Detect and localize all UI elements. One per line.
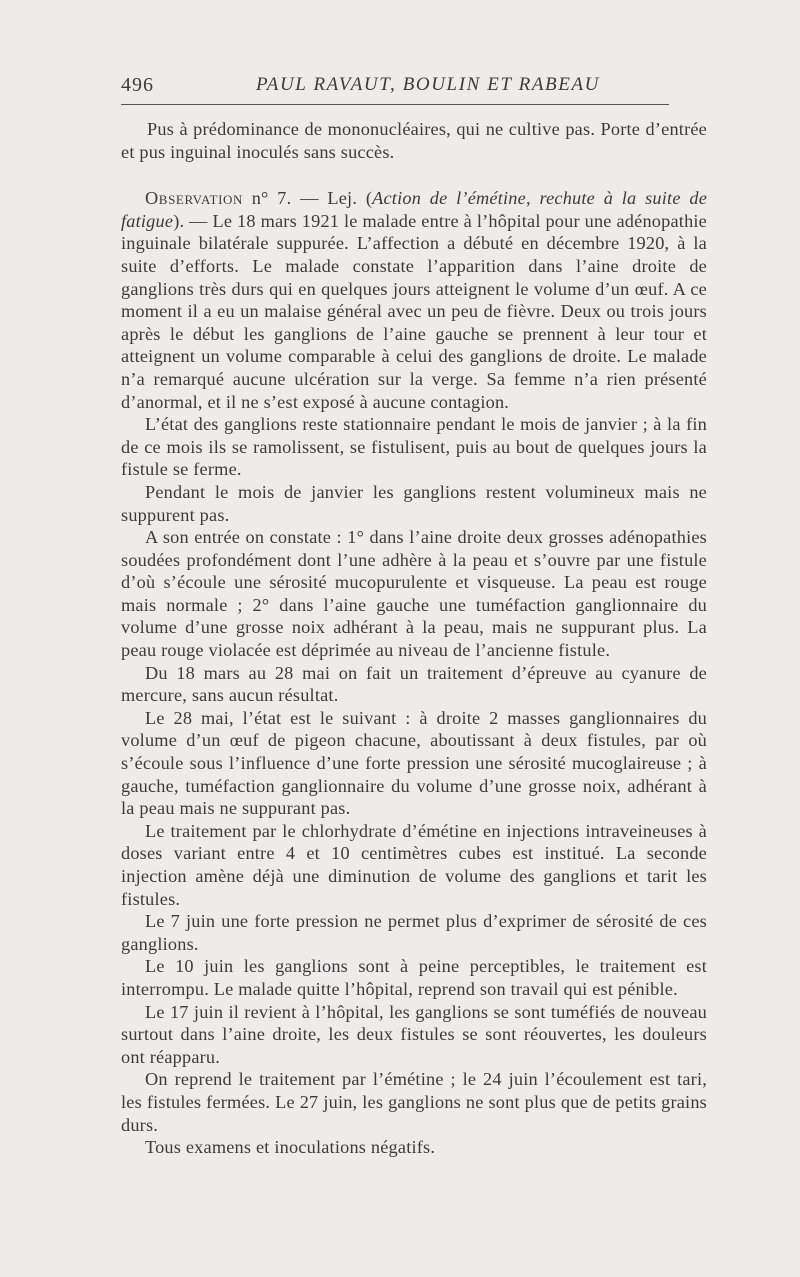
observation-dash: — — [300, 188, 319, 209]
paragraph-intro: Pus à prédominance de mononucléaires, qui ne cultive pas. Porte d’entrée et pus inguinal inoculés sans succès. — [121, 119, 707, 162]
paragraph: Du 18 mars au 28 mai on fait un traitement d’épreuve au cyanure de mercure, sans aucun résultat. — [121, 662, 707, 706]
paragraph: Le 10 juin les ganglions sont à peine perceptibles, le traitement est interrompu. Le malade quitte l’hôpital, reprend son travail qui est pénible. — [121, 956, 707, 999]
observation-number: n° 7. — [251, 188, 292, 209]
paragraph: Le traitement par le chlorhydrate d’émétine en injections intraveineuses à doses variant entre 4 et 10 centimètres cubes est institué. La seconde injection amène déjà une diminution de volume des ganglions et tarit les fistules. — [121, 820, 707, 909]
paragraph-observation-body: Le 18 mars 1921 le malade entre à l’hôpital pour une adénopathie inguinale bilatérale suppurée. L’affection a débuté en décembre 1920, à la suite d’efforts. Le malade constate l’apparition dans l’aine droite de ganglions très durs qui en quelques jours atteignent le volume d’un œuf. A ce moment il a eu un malaise général avec un peu de fièvre. Deux ou trois jours après le début les ganglions de l’aine gauche se prennent à leur tour et atteignent un volume comparable à celui des ganglions de droite. Le malade n’a remarqué aucune ulcération sur la verge. Sa femme n’a rien présenté d’anormal, et il ne s’est exposé à aucune contagion. — [121, 210, 707, 412]
observation-label: Observation — [145, 188, 243, 209]
paragraph: Le 17 juin il revient à l’hôpital, les ganglions se sont tuméfiés de nouveau surtout dans l’aine droite, les deux fistules se sont réouvertes, les douleurs ont réapparu. — [121, 1001, 707, 1067]
body-text — [121, 118, 707, 1159]
paragraph: L’état des ganglions reste stationnaire pendant le mois de janvier ; à la fin de ce mois ils se ramolissent, se fistulisent, puis au bout de quelques jours la fistule se ferme. — [121, 414, 707, 480]
observation-title-open: ( — [365, 188, 373, 209]
header-rule — [121, 104, 669, 105]
running-head: PAUL RAVAUT, BOULIN ET RABEAU — [256, 74, 600, 95]
observation-title: Action de l’émétine, rechute à la suite de fatigue — [121, 188, 708, 231]
observation-separator: — — [189, 210, 208, 231]
paragraph: On reprend le traitement par l’émétine ; le 24 juin l’écoulement est tari, les fistules fermées. Le 27 juin, les ganglions ne sont plus que de petits grains durs. — [121, 1069, 707, 1135]
paragraph: Le 7 juin une forte pression ne permet plus d’exprimer de sérosité de ces ganglions. — [121, 911, 707, 954]
paragraph: Pendant le mois de janvier les ganglions restent volumineux mais ne suppurent pas. — [121, 481, 707, 525]
page-header — [121, 74, 706, 102]
paragraph: Tous examens et inoculations négatifs. — [145, 1137, 436, 1158]
page-number: 496 — [121, 74, 154, 96]
paragraph: A son entrée on constate : 1° dans l’aine droite deux grosses adénopathies soudées profondément dont l’une adhère à la peau et s’ouvre par une fistule d’où s’écoule une sérosité mucopurulente et visqueuse. La peau est rouge mais normale ; 2° dans l’aine gauche une tuméfaction ganglionnaire du volume d’une grosse noix adhérant à la peau, mais ne suppurant plus. La peau rouge violacée est déprimée au niveau de l’ancienne fistule. — [121, 527, 707, 661]
observation-patient: Lej. — [327, 188, 358, 209]
paragraph: Le 28 mai, l’état est le suivant : à droite 2 masses ganglionnaires du volume d’un œuf de pigeon chacune, aboutissant à deux fistules, par où s’écoule sous l’influence d’une forte pression une sérosité mucoglaireuse ; à gauche, tuméfaction ganglionnaire du volume d’une grosse noix, adhérant à la peau mais ne suppurant pas. — [121, 707, 707, 819]
observation-title-close: ). — [173, 210, 185, 231]
observation-heading — [121, 187, 707, 413]
